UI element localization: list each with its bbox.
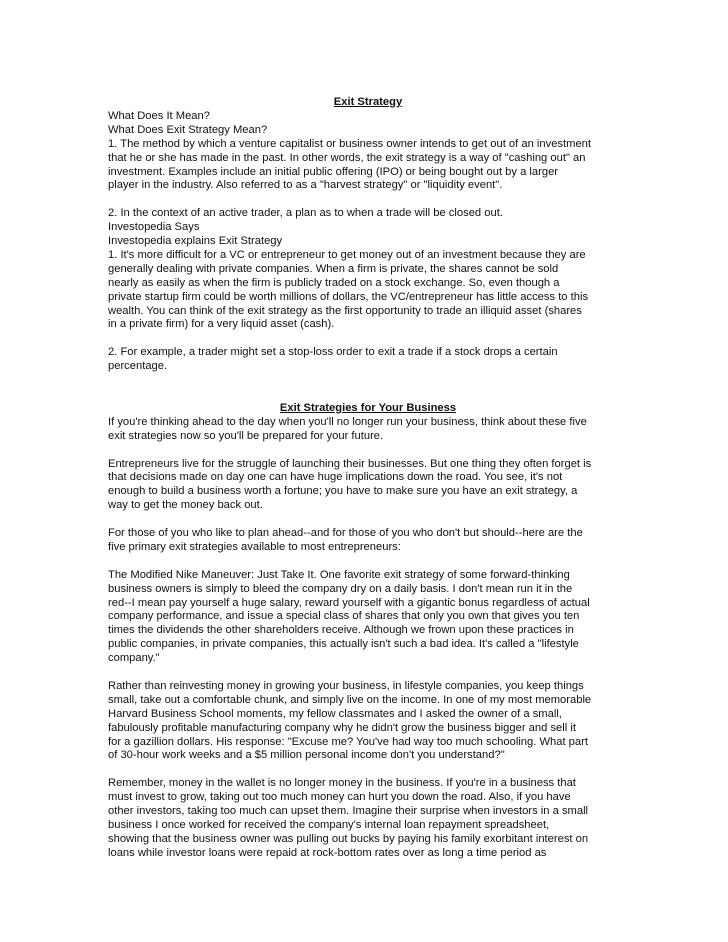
section-spacer (108, 374, 628, 402)
explain-1-paragraph: 1. It's more difficult for a VC or entrepreneur to get money out of an investment because they are generally dealing with private companies. When a firm is private, the shares cannot be sold nearly as easily as when the firm is publicly traded on a stock exchange. So, even though a private startup firm could be worth millions of dollars, the VC/entrepreneur has little access to this wealth. You can think of the exit strategy as the first opportunity to trade an illiquid asset (shares in a private firm) for a very liquid asset (cash). (108, 248, 589, 331)
paragraph-spacer (108, 555, 628, 569)
paragraph-spacer (108, 193, 628, 207)
paragraph-spacer (108, 666, 628, 680)
document-title: Exit Strategy (333, 96, 403, 108)
paragraph-spacer (108, 513, 628, 527)
entrepreneurs-paragraph: Entrepreneurs live for the struggle of launching their businesses. But one thing they often forget is that decisions made on day one can have huge implications down the road. You see, it's not enough to build a business worth a fortune; you have to make sure you have an exit strategy, a way to get the money back out. (108, 457, 592, 512)
remember-paragraph: Remember, money in the wallet is no longer money in the business. If you're in a business that must invest to grow, taking out too much money can hurt you down the road. Also, if you have other investors, taking too much can upset them. Imagine their surprise when investors in a small business I once worked for received the company's internal loan repayment spreadsheet, showing that the business owner was pulling out bucks by paying his family exorbitant interest on loans while investor loans were repaid at rock-bottom rates over as long a time period as (108, 777, 589, 859)
meaning-2-paragraph: 2. In the context of an active trader, a plan as to when a trade will be closed out. Investopedia Says Investopedia explains Exit Strategy (108, 207, 503, 248)
section-intro-paragraph: If you're thinking ahead to the day when you'll no longer run your business, think about these five exit strategies now so you'll be prepared for your future. (108, 415, 587, 442)
plan-ahead-paragraph: For those of you who like to plan ahead--and for those of you who don't but should--here are the five primary exit strategies available to most entrepreneurs: (108, 527, 583, 553)
nike-maneuver-paragraph: The Modified Nike Maneuver: Just Take It. One favorite exit strategy of some forward-thinking business owners is simply to bleed the company dry on a daily basis. I don't mean run it in the red--I mean pay yourself a huge salary, reward yourself with a gigantic bonus regardless of actual company performance, and issue a special class of shares that only you own that gives you ten times the dividends the other shareholders receive. Although we frown upon these practices in public companies, in private companies, this actually isn't such a bad idea. It's called a "lifestyle company." (108, 568, 590, 665)
paragraph-spacer (108, 763, 628, 777)
document-page (108, 96, 628, 861)
explain-2-paragraph: 2. For example, a trader might set a stop-loss order to exit a trade if a stock drops a certain percentage. (108, 346, 558, 373)
intro-lines: What Does It Mean? What Does Exit Strategy Mean? (108, 109, 268, 136)
reinvesting-paragraph: Rather than reinvesting money in growing your business, in lifestyle companies, you keep things small, take out a comfortable chunk, and simply live on the income. In one of my most memorable Harvard Business School moments, my fellow classmates and I asked the owner of a small, fabulously profitable manufacturing company why he didn't grow the business bigger and sell it for a gazillion dollars. His response: "Excuse me? You've had way too much schooling. What part of 30-hour work weeks and a $5 million personal income don't you understand?" (108, 679, 592, 762)
section-title: Exit Strategies for Your Business (279, 401, 457, 414)
paragraph-spacer (108, 444, 628, 458)
meaning-1-paragraph: 1. The method by which a venture capitalist or business owner intends to get out of an investment that he or she has made in the past. In other words, the exit strategy is a way of "cashing out" an investment. Examples include an initial public offering (IPO) or being bought out by a larger player in the industry. Also referred to as a "harvest strategy" or "liquidity event". (108, 137, 591, 192)
paragraph-spacer (108, 332, 628, 346)
